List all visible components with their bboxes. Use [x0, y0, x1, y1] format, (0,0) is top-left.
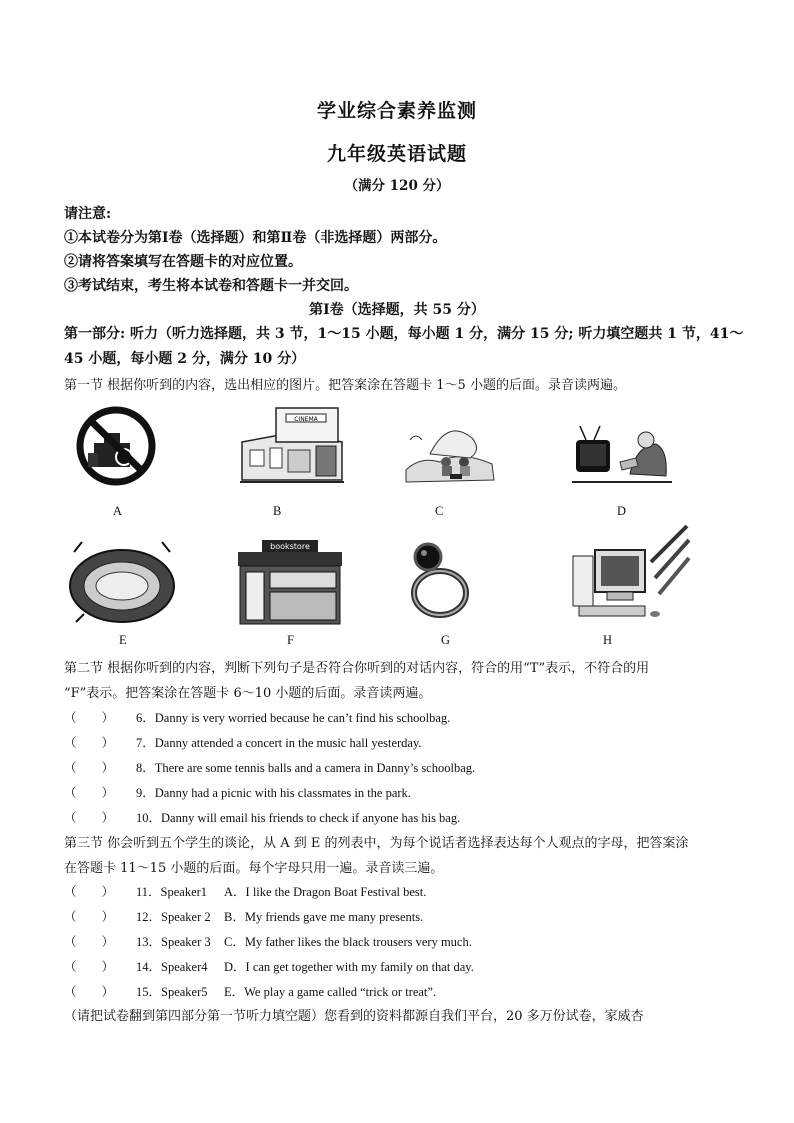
- notice-item: ②请将答案填写在答题卡的对应位置。: [64, 254, 302, 270]
- picture-label: F: [287, 633, 294, 647]
- full-score: （满分 120 分）: [344, 178, 450, 194]
- section3-instruction: 在答题卡 11～15 小题的后面。每个字母只用一遍。录音读三遍。: [64, 861, 444, 876]
- notice-label: 请注意:: [64, 206, 112, 222]
- question-text: 8．There are some tennis balls and a camera in Danny’s schoolbag.: [136, 761, 476, 775]
- answer-blank[interactable]: （ ）: [64, 960, 115, 974]
- exam-title: 学业综合素养监测: [316, 100, 477, 122]
- question-row: [64, 733, 422, 751]
- speaker-label: 14．Speaker4: [136, 960, 208, 974]
- question-row: [64, 758, 475, 776]
- picture-label: C: [435, 504, 444, 518]
- picture-label: E: [119, 633, 127, 647]
- picture-label: G: [441, 633, 451, 647]
- answer-blank[interactable]: （ ）: [64, 786, 115, 800]
- exam-subtitle: 九年级英语试题: [326, 143, 467, 165]
- question-row: [64, 783, 411, 801]
- answer-blank[interactable]: （ ）: [64, 935, 115, 949]
- option-text: C．My father likes the black trousers very much.: [224, 935, 472, 949]
- question-row: [64, 808, 460, 826]
- bookstore-icon: [236, 538, 346, 630]
- question-text: 9．Danny had a picnic with his classmates in the park.: [136, 786, 411, 800]
- option-text: A．I like the Dragon Boat Festival best.: [224, 885, 427, 899]
- option-text: D．I can get together with my family on that day.: [224, 960, 474, 974]
- question-row: [64, 932, 472, 950]
- speaker-label: 15．Speaker5: [136, 985, 208, 999]
- question-row: [64, 907, 423, 925]
- notice-item: ③考试结束，考生将本试卷和答题卡一并交回。: [64, 278, 358, 294]
- question-text: 7．Danny attended a concert in the music hall yesterday.: [136, 736, 422, 750]
- no-camera-sign-icon: [66, 405, 168, 491]
- speaker-label: 12．Speaker 2: [136, 910, 211, 924]
- speaker-label: 11．Speaker1: [136, 885, 208, 899]
- computer-icon: [565, 522, 693, 632]
- picture-label: A: [113, 504, 123, 518]
- section3-instruction: 第三节 你会听到五个学生的谈论，从 A 到 E 的列表中，为每个说话者选择表达每个人观点的字母，把答案涂: [64, 836, 689, 851]
- cinema-building-icon: [236, 402, 348, 492]
- answer-blank[interactable]: （ ）: [64, 761, 115, 775]
- answer-blank[interactable]: （ ）: [64, 711, 115, 725]
- option-text: E．We play a game called “trick or treat”.: [224, 985, 437, 999]
- answer-blank[interactable]: （ ）: [64, 985, 115, 999]
- svg-text:CINEMA: CINEMA: [294, 416, 318, 423]
- answer-blank[interactable]: （ ）: [64, 885, 115, 899]
- section1-instruction: 第一节 根据你听到的内容，选出相应的图片。把答案涂在答题卡 1～5 小题的后面。录音读两遍。: [64, 378, 626, 393]
- question-row: [64, 957, 474, 975]
- question-text: 6．Danny is very worried because he can’t find his schoolbag.: [136, 711, 451, 725]
- volume-heading: 第Ⅰ卷（选择题，共 55 分）: [309, 302, 485, 318]
- section2-instruction: 第二节 根据你听到的内容，判断下列句子是否符合你听到的对话内容，符合的用“T”表示，不符合的用: [64, 661, 650, 676]
- option-text: B．My friends gave me many presents.: [224, 910, 424, 924]
- question-row: [64, 882, 426, 900]
- picture-label: B: [273, 504, 282, 518]
- footer-note: （请把试卷翻到第四部分第一节听力填空题）您看到的资料都源自我们平台，20 多万份试卷，家威杏: [64, 1009, 644, 1024]
- answer-blank[interactable]: （ ）: [64, 736, 115, 750]
- question-row: [64, 982, 436, 1000]
- ring-icon: [400, 535, 484, 629]
- answer-blank[interactable]: （ ）: [64, 811, 115, 825]
- question-row: [64, 708, 450, 726]
- bookstore-sign: bookstore: [270, 542, 310, 551]
- picture-label: H: [603, 633, 613, 647]
- picnic-scene-icon: [400, 410, 500, 490]
- picture-label: D: [617, 504, 627, 518]
- notice-item: ①本试卷分为第Ⅰ卷（选择题）和第Ⅱ卷（非选择题）两部分。: [64, 230, 447, 246]
- section2-instruction: “F”表示。把答案涂在答题卡 6～10 小题的后面。录音读两遍。: [64, 686, 432, 701]
- person-watching-tv-icon: [570, 410, 674, 494]
- question-text: 10．Danny will email his friends to check if anyone has his bag.: [136, 811, 461, 825]
- speaker-label: 13．Speaker 3: [136, 935, 211, 949]
- stadium-icon: [66, 538, 178, 630]
- part1-heading: 第一部分: 听力（听力选择题，共 3 节，1～15 小题，每小题 1 分，满分 15 分; 听力填空题共 1 节，41～45 小题，每小题 2 分，满分 10 分）: [64, 326, 744, 367]
- answer-blank[interactable]: （ ）: [64, 910, 115, 924]
